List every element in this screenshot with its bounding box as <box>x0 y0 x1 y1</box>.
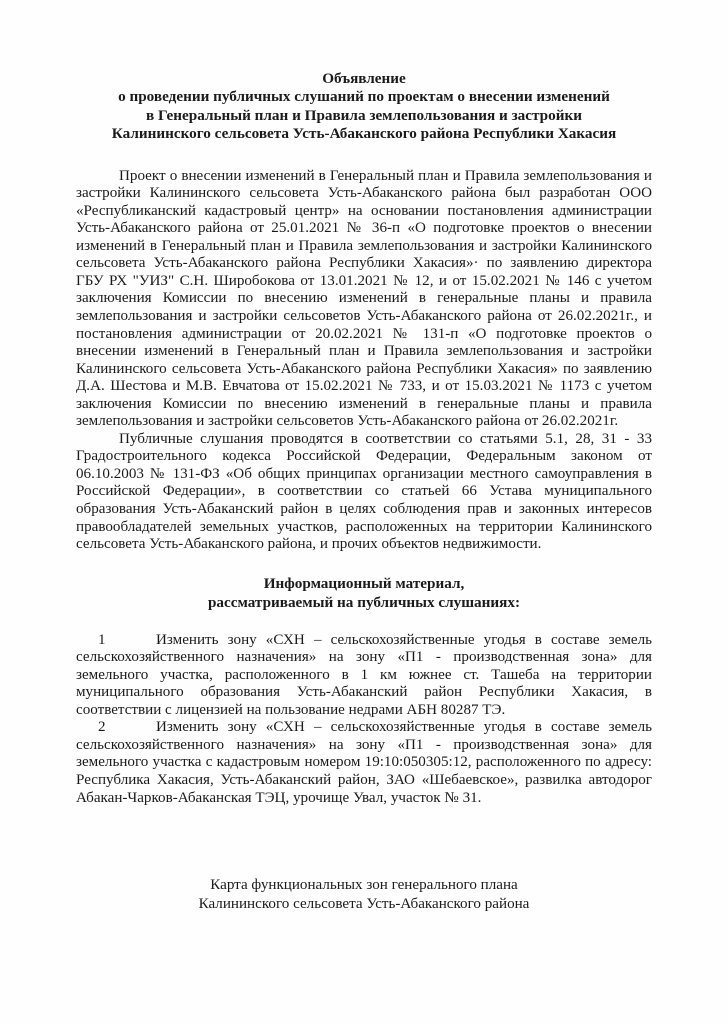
map-caption-line-1: Карта функциональных зон генерального плана <box>210 877 518 893</box>
subheading-line-1: Информационный материал, <box>263 574 465 592</box>
list-item <box>76 632 652 720</box>
list-item-text: Изменить зону «СХН – сельскохозяйственные угодья в составе земель сельскохозяйственного назначения» на зону «П1 - производственная зона» для земельного участка с кадастровым номером 19:10:050305:12, расположенного по адресу: Республика Хакасия, Усть-Абаканский район, ЗАО «Шебаевское», развилка автодорог Абакан-Чарков-Абаканская ТЭЦ, урочище Увал, участок № 31. <box>76 719 652 806</box>
subheading-line-2: рассматриваемый на публичных слушаниях: <box>207 593 521 611</box>
list-item-number: 2 <box>98 719 106 736</box>
section-heading-information-material <box>76 574 652 612</box>
title-line-1: Объявление <box>322 70 406 87</box>
map-caption-line-2: Калининского сельсовета Усть-Абаканского района <box>198 895 530 912</box>
list-item-text: Изменить зону «СХН – сельскохозяйственные угодья в составе земель сельскохозяйственного назначения» на зону «П1 - производственная зона» для земельного участка, расположенного в 1 км южнее ст. Ташеба на территории муниципального образования Усть-Абаканский район Республики Хакасия, в соответствии с лицензией на пользование недрами АБН 80287 ТЭ. <box>76 631 652 718</box>
document-body <box>76 70 652 807</box>
document-title <box>76 70 652 144</box>
title-line-2: о проведении публичных слушаний по проектам о внесении изменений <box>118 88 610 106</box>
title-line-3: в Генеральный план и Правила землепользования и застройки <box>146 106 582 124</box>
paragraph-legal-basis: Публичные слушания проводятся в соответствии со статьями 5.1, 28, 31 - 33 Градостроительного кодекса Российской Федерации, Федеральным законом от 06.10.2003 № 131-ФЗ «Об общих принципах организации местного самоуправления в Российской Федерации», в соответствии со статьей 66 Устава муниципального образования Усть-Абаканский район в целях соблюдения прав и законных интересов правообладателей земельных участков, расположенных на территории Калининского сельсовета Усть-Абаканского района, и прочих объектов недвижимости. <box>76 430 652 553</box>
numbered-item-list <box>76 632 652 807</box>
map-caption <box>76 876 652 913</box>
list-item-number: 1 <box>98 631 106 648</box>
title-line-4: Калининского сельсовета Усть-Абаканского района Республики Хакасия <box>111 125 617 143</box>
paragraph-project-basis: Проект о внесении изменений в Генеральный план и Правила землепользования и застройки Калининского сельсовета Усть-Абаканского района был разработан ООО «Республиканский кадастровый центр» на основании постановления администрации Усть-Абаканского района от 25.01.2021 № 36-п «О подготовке проектов о внесении изменений в Генеральный план и Правила землепользования и застройки Калининского сельсовета Усть-Абаканского района Республики Хакасия»· по заявлению директора ГБУ РХ "УИЗ" С.Н. Широбокова от 13.01.2021 № 12, и от 15.02.2021 № 146 с учетом заключения Комиссии по внесению изменений в генеральные планы и правила землепользования и застройки сельсоветов Усть-Абаканского района от 26.02.2021г., и постановления администрации от 20.02.2021 № 131-п «О подготовке проектов о внесении изменений в Генеральный план и Правила землепользования и застройки Калининского сельсовета Усть-Абаканского района Республики Хакасия» по заявлению Д.А. Шестова и М.В. Евчатова от 15.02.2021 № 733, и от 15.03.2021 № 1173 с учетом заключения Комиссии по внесению изменений в генеральные планы и правила землепользования и застройки сельсоветов Усть-Абаканского района от 26.02.2021г. <box>76 167 652 430</box>
list-item <box>76 719 652 807</box>
